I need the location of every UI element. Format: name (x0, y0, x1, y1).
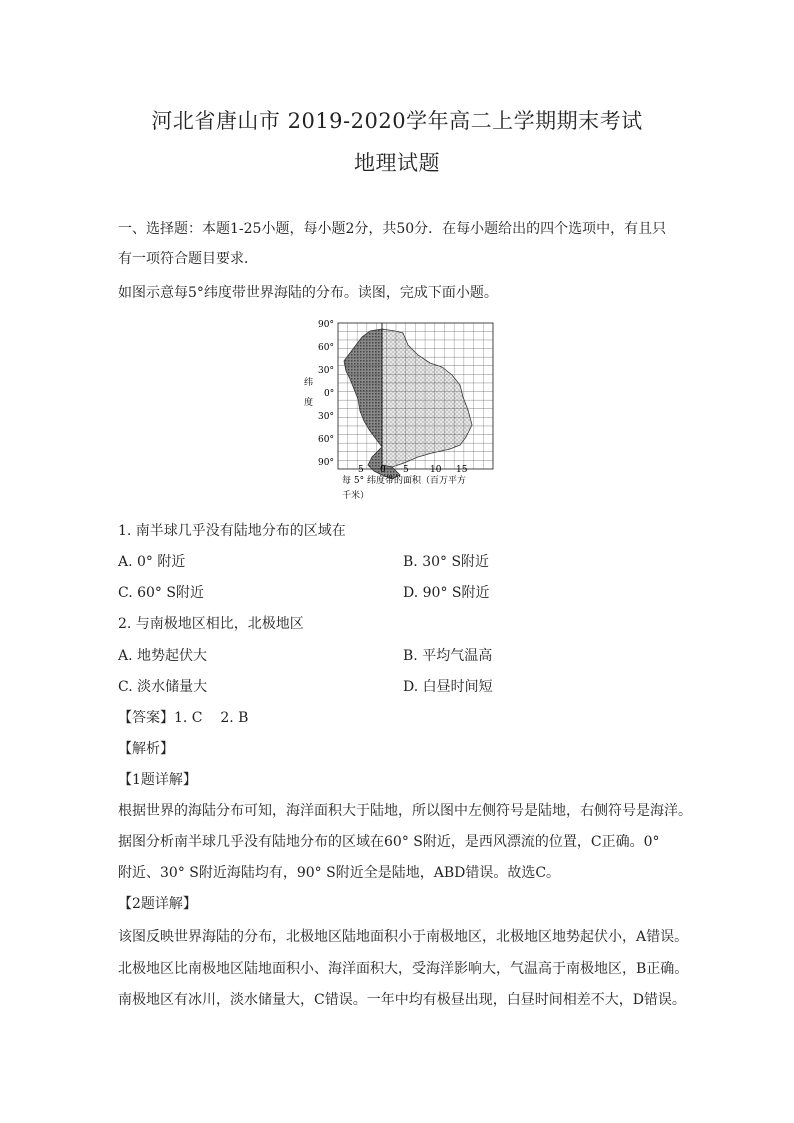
section-intro-line-1: 一、选择题：本题1-25小题，每小题2分，共50分．在每小题给出的四个选项中，有且只 (118, 221, 667, 237)
detail-2-line-3: 南极地区有冰川，淡水储量大，C错误。一年中均有极昼出现，白昼时间相差不大，D错误。 (118, 992, 686, 1008)
lat-label-90n: 90° (318, 320, 334, 330)
lat-label-30n: 30° (318, 366, 334, 376)
detail-1-label: 【1题详解】 (118, 772, 197, 788)
question-1-option-c: C. 60° S附近 (118, 585, 204, 601)
x-axis-caption-line-2: 千米） (342, 491, 370, 501)
question-2-option-a: A. 地势起伏大 (118, 648, 208, 664)
x-tick-label: 15 (456, 465, 468, 475)
question-1-option-b: B. 30° S附近 (403, 554, 490, 570)
lat-label-90s: 90° (318, 458, 334, 468)
question-2-option-d: D. 白昼时间短 (403, 679, 493, 695)
question-1-option-d: D. 90° S附近 (403, 585, 490, 601)
chart-grid (338, 323, 493, 469)
answer-label: 【答案】 (118, 710, 174, 726)
x-tick-label: 5 (403, 465, 409, 475)
lat-label-60n: 60° (318, 343, 334, 353)
lat-label-30s: 30° (318, 412, 334, 422)
question-2-stem: 2. 与南极地区相比，北极地区 (118, 616, 304, 632)
section-intro-line-2: 有一项符合题目要求． (118, 251, 258, 267)
y-axis-label-char-2: 度 (304, 398, 314, 408)
x-axis-caption-line-1: 每 5° 纬度带的面积（百万平方 (342, 476, 466, 486)
page-subtitle: 地理试题 (354, 151, 440, 175)
detail-2-label: 【2题详解】 (118, 896, 197, 912)
page-title: 河北省唐山市 2019-2020学年高二上学期期末考试 (151, 109, 643, 133)
analysis-label: 【解析】 (118, 741, 174, 757)
x-tick-label: 0 (380, 465, 386, 475)
lat-label-0: 0° (324, 389, 335, 399)
question-1-option-a: A. 0° 附近 (118, 554, 186, 570)
y-axis-label-char-1: 纬 (304, 378, 314, 388)
x-tick-label: 10 (430, 465, 442, 475)
question-2-option-b: B. 平均气温高 (403, 648, 493, 664)
answer-line (118, 707, 683, 727)
question-2-option-c: C. 淡水储量大 (118, 679, 208, 695)
detail-1-line-1: 根据世界的海陆分布可知，海洋面积大于陆地，所以图中左侧符号是陆地，右侧符号是海洋。 (118, 803, 692, 819)
x-tick-label: 5 (358, 465, 364, 475)
lat-label-60s: 60° (318, 435, 334, 445)
question-1-stem: 1. 南半球几乎没有陆地分布的区域在 (118, 523, 346, 539)
answer-text: 1. C 2. B (174, 710, 249, 726)
detail-2-line-1: 该图反映世界海陆的分布，北极地区陆地面积小于南极地区，北极地区地势起伏小，A错误。 (118, 929, 689, 945)
detail-2-line-2: 北极地区比南极地区陆地面积小、海洋面积大，受海洋影响大，气温高于南极地区，B正确。 (118, 961, 689, 977)
land-sea-distribution-figure (300, 315, 500, 505)
detail-1-line-3: 附近、30° S附近海陆均有，90° S附近全是陆地，ABD错误。故选C。 (118, 865, 561, 881)
detail-1-line-2: 据图分析南半球几乎没有陆地分布的区域在60° S附近，是西风漂流的位置，C正确。0° (118, 834, 660, 850)
question-group-stem: 如图示意每5°纬度带世界海陆的分布。读图，完成下面小题。 (118, 285, 498, 301)
